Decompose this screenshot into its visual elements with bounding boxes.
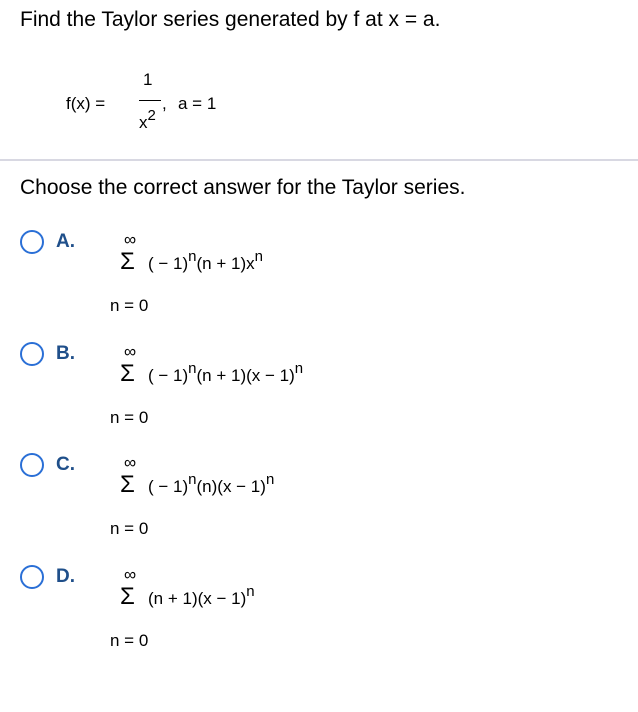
option-b-expression [110, 340, 490, 436]
summand-exponent: n [254, 248, 263, 265]
option-c[interactable] [0, 451, 638, 551]
sum-lower-limit: n = 0 [110, 296, 149, 315]
option-d-radio[interactable] [20, 565, 44, 589]
option-b-radio[interactable] [20, 342, 44, 366]
summand-part: ( − 1) [148, 477, 189, 496]
option-a-letter[interactable]: A. [56, 231, 75, 252]
answer-prompt: Choose the correct answer for the Taylor series. [20, 176, 466, 199]
summand-part: (n)(x − 1) [196, 477, 266, 496]
sigma-symbol: Σ [120, 360, 135, 387]
denominator-exponent: 2 [147, 107, 156, 124]
summand-part: (n + 1)x [196, 254, 255, 273]
summand-exponent: n [188, 360, 197, 377]
fraction-bar [139, 100, 161, 101]
summand [148, 360, 304, 386]
summand-exponent: n [294, 360, 304, 377]
sum-lower-limit: n = 0 [110, 519, 149, 538]
fraction-denominator [139, 107, 156, 133]
summand-exponent: n [246, 583, 255, 600]
option-b[interactable] [0, 340, 638, 440]
option-b-letter[interactable]: B. [56, 343, 75, 364]
option-a-expression [110, 228, 490, 324]
option-d-expression [110, 563, 490, 659]
a-value: a = 1 [178, 94, 217, 113]
fraction-numerator: 1 [143, 70, 153, 89]
option-c-letter[interactable]: C. [56, 454, 75, 475]
sum-upper-limit: ∞ [124, 453, 137, 472]
summand [148, 471, 275, 497]
function-comma: , [162, 94, 167, 113]
sum-upper-limit: ∞ [124, 230, 137, 249]
sigma-symbol: Σ [120, 583, 135, 610]
option-a-radio[interactable] [20, 230, 44, 254]
summand [148, 583, 255, 609]
denominator-base: x [139, 113, 148, 132]
function-definition [66, 70, 306, 140]
summand-exponent: n [188, 248, 197, 265]
function-lhs: f(x) = [66, 94, 106, 113]
question-title: Find the Taylor series generated by f at x = a. [20, 8, 441, 31]
sum-upper-limit: ∞ [124, 342, 137, 361]
summand [148, 248, 263, 274]
summand-part: (n + 1)(x − 1) [196, 366, 295, 385]
sum-upper-limit: ∞ [124, 565, 137, 584]
option-a[interactable] [0, 228, 638, 328]
option-d-letter[interactable]: D. [56, 566, 75, 587]
sigma-symbol: Σ [120, 248, 135, 275]
summand-exponent: n [188, 471, 197, 488]
option-c-radio[interactable] [20, 453, 44, 477]
summand-part: (n + 1)(x − 1) [148, 589, 247, 608]
option-d[interactable] [0, 563, 638, 663]
summand-part: ( − 1) [148, 366, 189, 385]
sum-lower-limit: n = 0 [110, 408, 149, 427]
option-c-expression [110, 451, 490, 547]
summand-part: ( − 1) [148, 254, 189, 273]
sigma-symbol: Σ [120, 471, 135, 498]
sum-lower-limit: n = 0 [110, 631, 149, 650]
summand-exponent: n [265, 471, 275, 488]
divider [0, 159, 638, 161]
